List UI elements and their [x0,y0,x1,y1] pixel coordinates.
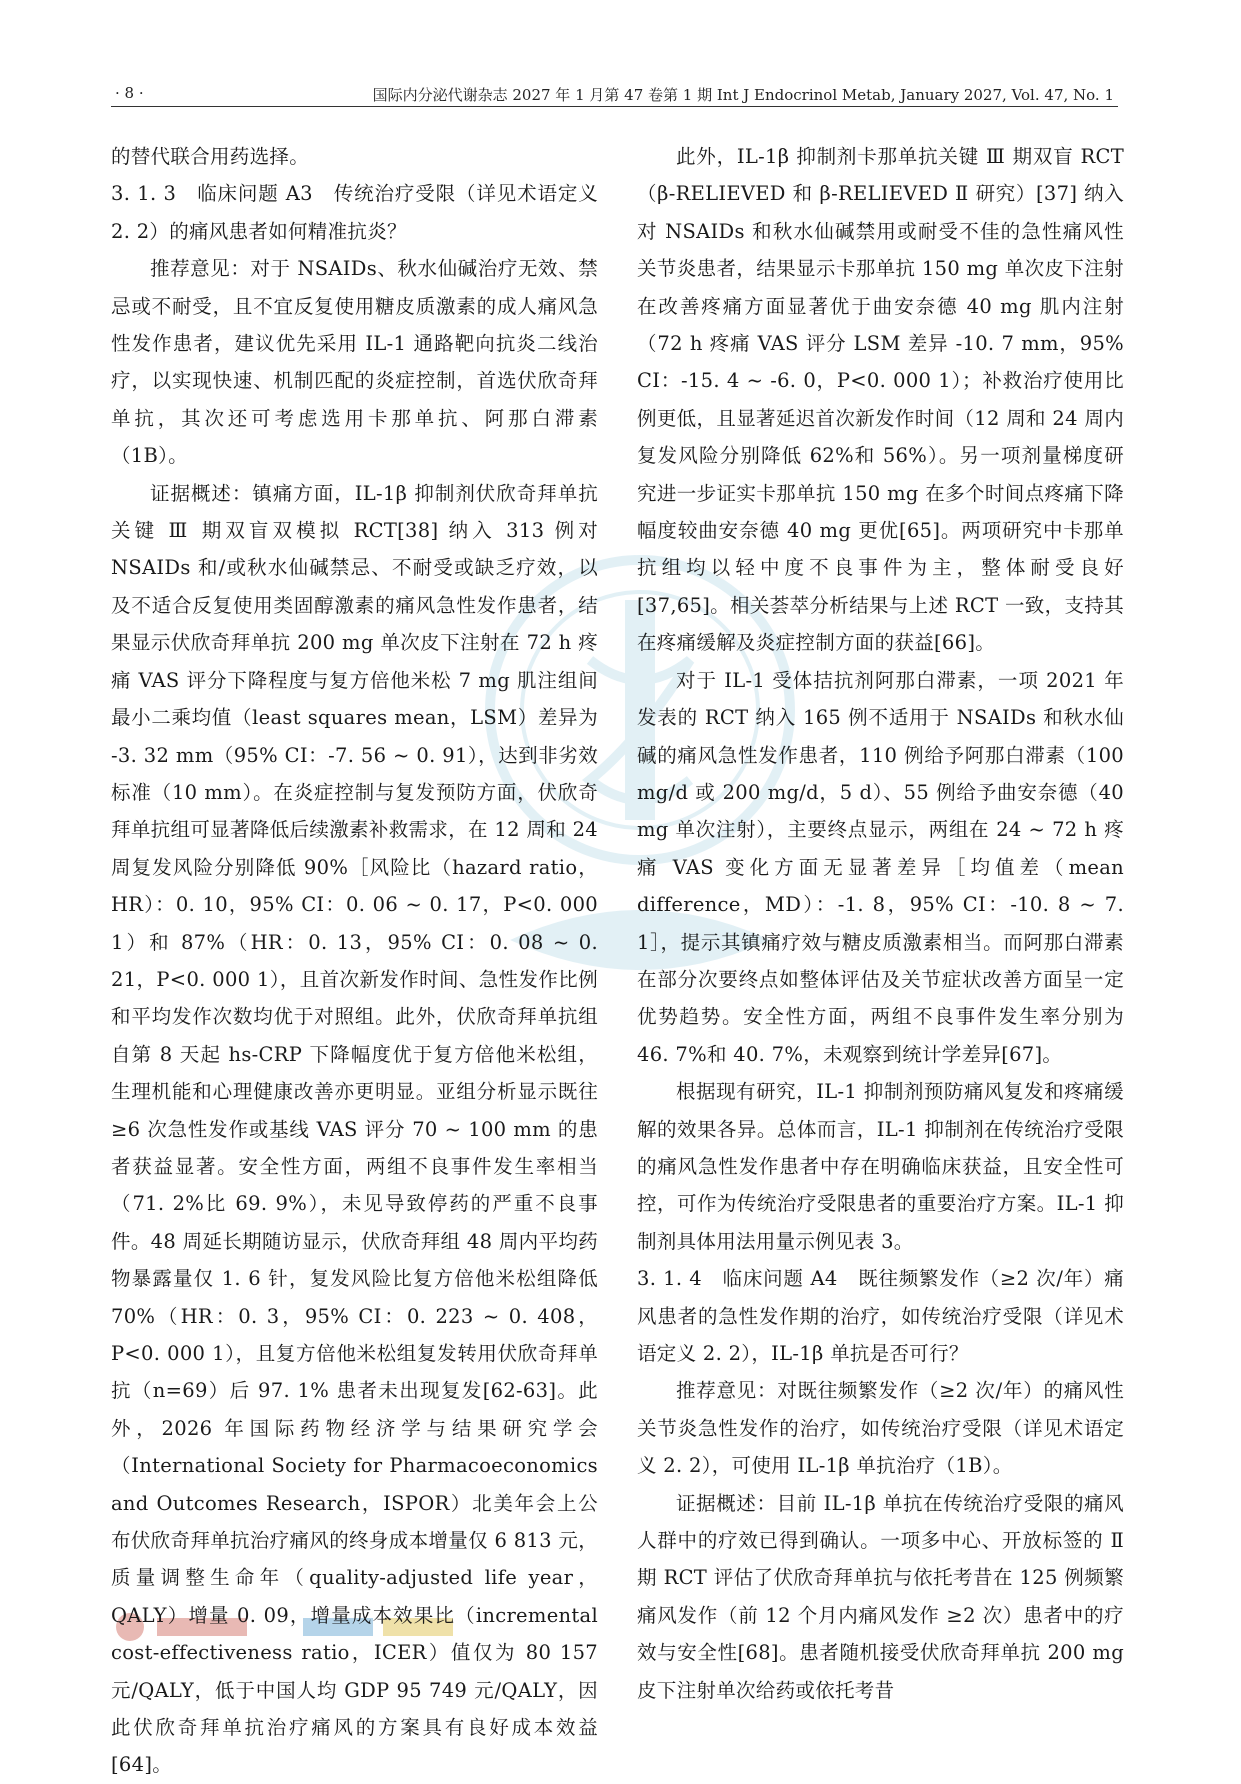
paragraph: 推荐意见：对于 NSAIDs、秋水仙碱治疗无效、禁忌或不耐受，且不宜反复使用糖皮质激素的成人痛风急性发作患者，建议优先采用 IL-1 通路靶向抗炎二线治疗，以实现快速、机制匹配的炎症控制，首选伏欣奇拜单抗，其次还可考虑选用卡那单抗、阿那白滞素（1B）。 [111,257,598,468]
page-number: · 8 · [115,84,144,102]
section-heading: 3. 1. 3 临床问题 A3 传统治疗受限（详见术语定义 2. 2）的痛风患者如何精准抗炎？ [111,182,598,243]
running-header [111,80,1118,107]
paragraph: 此外，IL-1β 抑制剂卡那单抗关键 Ⅲ 期双盲 RCT（β-RELIEVED 和 β-RELIEVED Ⅱ 研究）[37] 纳入对 NSAIDs 和秋水仙碱禁用或耐受不佳的急性痛风性关节炎患者，结果显示卡那单抗 150 mg 单次皮下注射在改善疼痛方面显著优于曲安奈德 40 mg 肌内注射（72 h 疼痛 VAS 评分 LSM 差异 -10. 7 mm，95% CI：-15. 4 ~ -6. 0，P<0. 000 1）；补救治疗使用比例更低，且显著延迟首次新发作时间（12 周和 24 周内复发风险分别降低 62%和 56%）。另一项剂量梯度研究进一步证实卡那单抗 150 mg 在多个时间点疼痛下降幅度较曲安奈德 40 mg 更优[65]。两项研究中卡那单抗组均以轻中度不良事件为主，整体耐受良好[37,65]。相关荟萃分析结果与上述 RCT 一致，支持其在疼痛缓解及炎症控制方面的获益[66]。 [637,145,1124,655]
section-heading: 3. 1. 4 临床问题 A4 既往频繁发作（≥2 次/年）痛风患者的急性发作期的治疗，如传统治疗受限（详见术语定义 2. 2），IL-1β 单抗是否可行？ [637,1267,1124,1365]
journal-running-title: 国际内分泌代谢杂志 2027 年 1 月第 47 卷第 1 期 Int J Endocrinol Metab, January 2027, Vol. 47, No. 1 [372,86,1114,104]
paragraph: 证据概述：目前 IL-1β 单抗在传统治疗受限的痛风人群中的疗效已得到确认。一项多中心、开放标签的 Ⅱ 期 RCT 评估了伏欣奇拜单抗与依托考昔在 125 例频繁痛风发作（前 12 个月内痛风发作 ≥2 次）患者中的疗效与安全性[68]。患者随机接受伏欣奇拜单抗 200 mg 皮下注射单次给药或依托考昔 [637,1491,1124,1702]
paragraph: 根据现有研究，IL-1 抑制剂预防痛风复发和疼痛缓解的效果各异。总体而言，IL-1 抑制剂在传统治疗受限的痛风急性发作患者中存在明确临床获益，且安全性可控，可作为传统治疗受限患者的重要治疗方案。IL-1 抑制剂具体用法用量示例见表 3。 [637,1080,1124,1253]
paragraph: 证据概述：镇痛方面，IL-1β 抑制剂伏欣奇拜单抗关键 Ⅲ 期双盲双模拟 RCT[38] 纳入 313 例对 NSAIDs 和/或秋水仙碱禁忌、不耐受或缺乏疗效，以及不适合反复使用类固醇激素的痛风急性发作患者，结果显示伏欣奇拜单抗 200 mg 单次皮下注射在 72 h 疼痛 VAS 评分下降程度与复方倍他米松 7 mg 肌注组间最小二乘均值（least squares mean，LSM）差异为 -3. 32 mm（95% CI：-7. 56 ~ 0. 91），达到非劣效标准（10 mm）。在炎症控制与复发预防方面，伏欣奇拜单抗组可显著降低后续激素补救需求，在 12 周和 24 周复发风险分别降低 90%［风险比（hazard ratio，HR）：0. 10，95% CI：0. 06 ~ 0. 17，P<0. 000 1）和 87%（HR：0. 13，95% CI：0. 08 ~ 0. 21，P<0. 000 1），且首次新发作时间、急性发作比例和平均发作次数均优于对照组。此外，伏欣奇拜单抗组自第 8 天起 hs-CRP 下降幅度优于复方倍他米松组，生理机能和心理健康改善亦更明显。亚组分析显示既往 ≥6 次急性发作或基线 VAS 评分 70 ~ 100 mm 的患者获益显著。安全性方面，两组不良事件发生率相当（71. 2%比 69. 9%），未见导致停药的严重不良事件。48 周延长期随访显示，伏欣奇拜组 48 周内平均药物暴露量仅 1. 6 针，复发风险比复方倍他米松组降低 70%（HR：0. 3，95% CI：0. 223 ~ 0. 408，P<0. 000 1），且复方倍他米松组复发转用伏欣奇拜单抗（n=69）后 97. 1% 患者未出现复发[62-63]。此外，2026 年国际药物经济学与结果研究学会（International Society for Pharmacoeconomics and Outcomes Research，ISPOR）北美年会上公布伏欣奇拜单抗治疗痛风的终身成本增量仅 6 813 元，质量调整生命年（quality-adjusted life year，QALY）增量 0. 09，增量成本效果比（incremental cost-effectiveness ratio，ICER）值仅为 80 157 元/QALY，低于中国人均 GDP 95 749 元/QALY，因此伏欣奇拜单抗治疗痛风的方案具有良好成本效益[64]。 [111,481,598,1777]
paragraph: 推荐意见：对既往频繁发作（≥2 次/年）的痛风性关节炎急性发作的治疗，如传统治疗受限（详见术语定义 2. 2），可使用 IL-1β 单抗治疗（1B）。 [637,1379,1124,1478]
paragraph: 的替代联合用药选择。 [111,145,310,168]
right-column [637,138,1124,1709]
paragraph: 对于 IL-1 受体拮抗剂阿那白滞素，一项 2021 年发表的 RCT 纳入 165 例不适用于 NSAIDs 和秋水仙碱的痛风急性发作患者，110 例给予阿那白滞素（100 mg/d 或 200 mg/d，5 d）、55 例给予曲安奈德（40 mg 单次注射），主要终点显示，两组在 24 ~ 72 h 疼痛 VAS 变化方面无显著差异［均值差（mean difference，MD）：-1. 8，95% CI：-10. 8 ~ 7. 1］，提示其镇痛疗效与糖皮质激素相当。而阿那白滞素在部分次要终点如整体评估及关节症状改善方面呈一定优势趋势。安全性方面，两组不良事件发生率分别为 46. 7%和 40. 7%，未观察到统计学差异[67]。 [637,668,1124,1066]
left-column [111,138,598,1784]
